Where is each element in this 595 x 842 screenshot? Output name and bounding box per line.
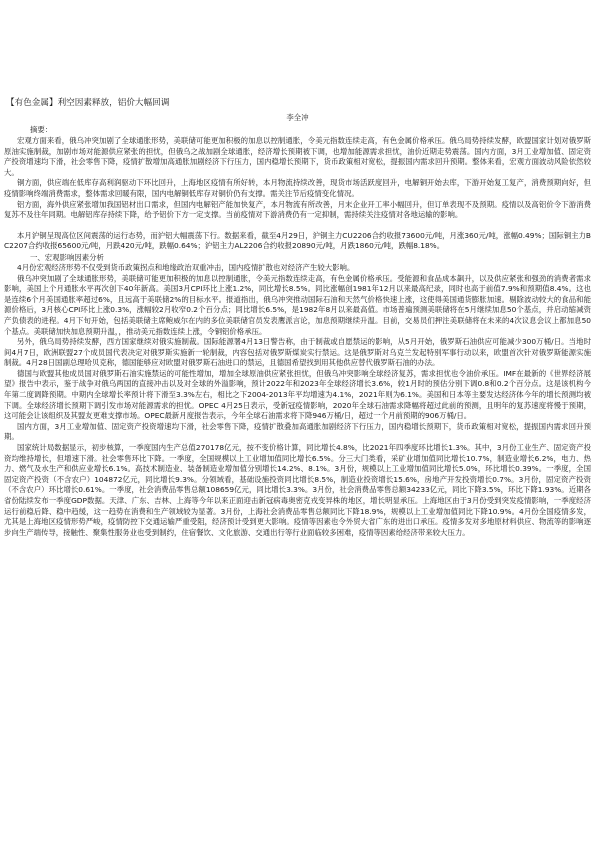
body-paragraph: 俄乌冲突加剧了全球通胀形势，美联储可能更加积极的加息以控制通胀，令美元指数连续走高，有色金属价格承压。受能源和食品成本飙升，以及供应紧张和强劲的消费者需求影响，美国上个月通胀水平再次创下40年新高。美国3月CPI环比上涨1.2%，同比增长8.5%。同比涨幅创1981年12月以来最高纪录，同时也高于前值7.9%和预期值8.4%。这也是连续6个月美国通胀率超过6%，且远高于美联储2%的目标水平。报道指出，俄乌冲突推动国际石油和天然气价格快速上涨，这使得美国通货膨胀加速。剔除波动较大的食品和能源价格后，3月核心CPI环比上涨0.3%，涨幅较2月收窄0.2个百分点；同比增长6.5%，是1982年8月以来最高值。市场普遍预测美联储将在5月继续加息50个基点，并启动缩减资产负债表的进程。4月下旬开始，包括美联储主席鲍威尔在内的多位美联储官员发表鹰派言论，加息预期继续升温。目前，交易员们押注美联储将在未来的4次议息会议上都加息50个基点。美联储加快加息预期升温，，推动美元指数连续上涨，令铜铝价格承压。 (4, 273, 591, 336)
section-heading: 一、宏观影响因素分析 (30, 252, 104, 262)
author-name: 李全冲 (286, 113, 309, 122)
abstract-paragraph: 宏观方面来看，俄乌冲突加剧了全球通胀形势，美联储可能更加积极的加息以控制通胀，令美元指数连续走高，有色金属价格承压。俄乌局势持续发酵，欧盟国家计划对俄罗斯原油实施制裁，加剧市场对能源供应紧张的担忧，但俄乌之战加剧全球通胀，经济增长预期被下调，也增加能源需求担忧，油价近期走势震荡。国内方面，3月工业增加值、固定资产投资增速均下滑，社会零售下降，疫情扩散增加高通胀加剧经济下行压力，国内稳增长预期下，货币政策相对宽松，提振国内需求回升预期。整体来看，宏观方面波动风险依然较大。 (4, 136, 591, 177)
body-paragraph: 另外，俄乌局势持续发酵，西方国家继续对俄实施制裁。国际能源署4月13日警告称，由于制裁或自愿禁运的影响，从5月开始，俄罗斯石油供应可能减少300万桶/日。当地时间4月7日，欧洲联盟27个成员国代表决定对俄罗斯实施新一轮制裁，内容包括对俄罗斯煤炭实行禁运。这是俄罗斯对乌克兰发起特别军事行动以来，欧盟首次针对俄罗斯能源实施制裁。4月28日国副总理哈贝克称，德国能够应对欧盟对俄罗斯石油进口的禁运，且德国希望找到用其他供应替代俄罗斯石油的办法。 (4, 337, 591, 368)
abstract-paragraph: 铝方面，海外供应紧张增加我国铝材出口需求，但国内电解铝产能加快复产，本月物流有所改善，月末企业开工率小幅回升，但订单表现不及预期。疫情以及高铝价令下游消费复苏不及往年同期。电解铝库存持续下降，给予铝价下方一定支撑。当前疫情对下游消费仍有一定抑制，需持续关注疫情对各地运输的影响。 (4, 199, 591, 220)
abstract-paragraph: 铜方面，供应端在低库存高利润驱动下环比回升，上海地区疫情有所好转，本月物流持续改善，现货市场活跃度回升，电解铜开始去库，下游开始复工复产，消费预期向好，但疫情影响终端消费需求，整体需求回暖有限，国内电解铜低库存对铜价仍有支撑。需关注节后疫情变化情况。 (4, 178, 591, 198)
body-paragraph: 德国与欧盟其他成员国对俄罗斯石油实施禁运的可能性增加，增加全球原油供应紧张担忧，但俄乌冲突影响全球经济复苏，需求担忧也令油价承压。IMF在最新的《世界经济展望》报告中表示，鉴于战争对俄乌两国的直接冲击以及对全球的外溢影响，预计2022年和2023年全球经济增长3.6%，较1月时的预估分别下调0.8和0.2个百分点。这是该机构今年第二度调降预期。中期内全球增长率预计将下滑至3.3%左右，相比之下2004-2013年平均增速为4.1%，2021年则为6.1%。美国和日本等主要发达经济体今年的增长预测均被下调。全球经济增长预期下调引发市场对能源需求的担忧。OPEC 4月25日表示，受新冠疫情影响，2020年全球石油需求降幅将超过此前的预测，且明年的复苏速度将慢于预期，这可能会让该组织及其盟友更难支撑市场。OPEC最新月度报告表示，今年全球石油需求将下降946万桶/日，超过一个月前预期的906万桶/日。 (4, 368, 591, 421)
body-paragraph: 本月沪铜呈现高位区间震荡的运行态势，而沪铝大幅震荡下行。数据来看，截至4月29日，沪铜主力CU2206合约收报73600元/吨，月涨360元/吨，涨幅0.49%；国际铜主力BC2207合约收报65600元/吨，月跌420元/吨，跌幅0.64%；沪铝主力AL2206合约收报20890元/吨，月跌1860元/吨，跌幅8.18%。 (4, 230, 591, 251)
article-title: 【有色金属】利空因素释放，铝价大幅回调 (6, 98, 170, 108)
body-paragraph: 国家统计局数据显示，初步核算，一季度国内生产总值270178亿元，按不变价格计算，同比增长4.8%，比2021年四季度环比增长1.3%。其中，3月份工业生产、固定资产投资均维持增长，但增速下滑。社会零售环比下降。一季度，全国规模以上工业增加值同比增长6.5%。分三大门类看，采矿业增加值同比增长10.7%，制造业增长6.2%，电力、热力、燃气及水生产和供应业增长6.1%。高技术制造业、装备制造业增加值分别增长14.2%、8.1%。3月份，规模以上工业增加值同比增长5.0%，环比增长0.39%。一季度，全国固定资产投资（不含农户）104872亿元，同比增长9.3%。分领域看，基础设施投资同比增长8.5%，制造业投资增长15.6%，房地产开发投资增长0.7%。3月份，固定资产投资（不含农户）环比增长0.61%。一季度，社会消费品零售总额108659亿元，同比增长3.3%。3月份，社会消费品零售总额34233亿元，同比下降3.5%，环比下降1.93%。近期各省份陆续发布一季度GDP数据。天津、广东、吉林、上海等今年以来正面迎击新冠病毒奥密克戎变异株的地区，增长明显承压。上海地区由于3月份受到突发疫情影响，一季度经济运行前稳后降、稳中趋缓，这一趋势在消费和生产领域较为显著。3月份，上海社会消费品零售总额同比下降18.9%，规模以上工业增加值同比下降10.9%。4月份全国疫情多发，尤其是上海地区疫情形势严峻，疫情防控下交通运输严重受阻，经济预计受到更大影响。疫情等因素也令外贸大省广东的进出口承压。疫情多发对多地原材料供应、物流等的影响逐步向生产端传导，接触性、聚集性服务业也受到制约，住宿餐饮、文化旅游、交通出行等行业面临较多困难，疫情等因素给经济带来较大压力。 (4, 443, 591, 537)
abstract-label: 摘要： (30, 125, 53, 134)
spacer (4, 221, 591, 231)
body-paragraph: 国内方面，3月工业增加值、固定资产投资增速均下滑，社会零售下降，疫情扩散叠加高通胀加剧经济下行压力，国内稳增长预期下，货币政策相对宽松，提振国内需求回升预期。 (4, 421, 591, 442)
body-paragraph: 4月份宏观经济形势不仅受到货币政策拐点和地缘政治双重冲击，国内疫情扩散也对经济产生较大影响。 (17, 262, 355, 272)
